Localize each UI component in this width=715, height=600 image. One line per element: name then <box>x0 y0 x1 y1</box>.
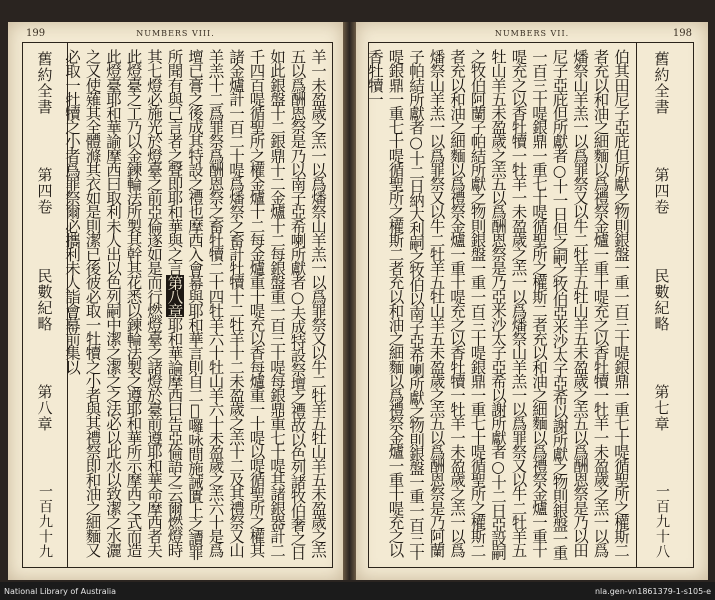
left-text-frame <box>22 42 333 568</box>
right-book-title: 舊約全書 <box>652 51 671 115</box>
left-page-number: 199 <box>26 28 46 39</box>
footer-identifier: nla.gen-vn1861379-1-s105-e <box>594 587 711 596</box>
right-page <box>356 22 708 580</box>
left-body-text <box>63 49 328 561</box>
right-text-block: 伯其田尼子亞庇但所獻之物則銀盤一重一百三十㖷銀鼎一重七十㖷循聖所之權斯二者充以和油之細麵以爲禮祭金爐一重十㖷充之以香牡犢一牡羊一未盈歲之羔一以爲燔祭山羊羔一以爲罪祭又以牛二牡羊五牡山羊五未盈歲之羔五以爲酬恩祭是乃以田尼子亞庇但所獻者○十一日但之嗣之牧伯亞米沙太子亞希以謝所獻之物則銀盤一重一百三十㖷銀鼎一重七十㖷循聖所之權斯二者充以和油之細麵以爲禮祭金爐一重十㖷充之以香牡犢一牡羊一未盈歲之羔一以爲燔祭山羊羔一以爲罪祭又以牛二牡羊五牡山羊五未盈歲之羔五以爲酬恩祭是乃亞米沙太子亞希以謝所獻者○十二日亞設嗣之牧伯阿蘭子帕結所獻之物則銀盤一重一百三十㖷銀鼎一重七十㖷循聖所之權斯二者充以和油之細麵以爲禮祭金爐一重十㖷充之以香牡犢一牡羊一未盈歲之羔一以爲燔祭山羊羔一以爲罪祭又以牛二牡羊五牡山羊五未盈歲之羔五以爲酬恩祭是乃阿蘭子帕結所獻者○十二日納大利嗣之牧伯以南子亞希喇所獻之物則銀盤一重一百三十㖷銀鼎一重七十㖷循聖所之權斯二者充以和油之細麵以爲禮祭金爐一重十㖷充之以香牡犢一 <box>366 49 630 560</box>
right-book-name: 民數紀略 <box>652 267 671 332</box>
right-page-header <box>356 28 708 42</box>
chapter-marker: 第八章 <box>165 274 184 317</box>
left-margin-column <box>23 51 67 559</box>
right-volume: 第四卷 <box>652 167 671 216</box>
left-text-block: 羊一未盈歲之羔一以爲燔祭山羊羔一以爲罪祭又以牛二牡羊五牡山羊五未盈歲之羔五以爲酬恩祭是乃以南子亞希喇所獻者○夫成特設祭壇之禮故以色列諸牧伯奢之日如此銀盤十二銀鼎十二金爐十二每銀盤重一百三十㖷每銀鼎重七十㖷其諸銀器計二千四百㖷循聖所之權金爐十二每金爐重十㖷充以香每爐重一十㖷以㖷循聖所之權其諸金爐計一百二十㖷爲燔祭之畜計牡犢十二牡羊十二未盈歲之羔十二及其禮祭又山羊羔十二爲罪祭爲酬恩祭之畜牡犢二十四牡羊六十牡山羊六十未盈歲之羔六十是爲壇已膏之後成其特設之禮也摩西入會幕與耶和華言則自二𠼪囉咏間施誡匱上之讀罪所聞有與己言者之聲即耶和華與之言 <box>165 49 327 560</box>
left-text-block-cont: 耶和華論摩西曰告亞倫語之云爾燃燈時其七燈必施光於燈臺之前亞倫遂如是而行燃燈臺之諸燈於臺前遵耶和華命摩西者夫此燈臺之工乃以金鍊輪法所製其幹其花悉以鍊輪法製之遵耶和華所示摩西之式而造此燈臺耶和華諭摩西曰取利未人出以色列嗣中潔之潔之之法必以此水以致潔之水灑之又使薙其全體滌其衣如是則潔已後彼必取一牡犢之小者與其禮祭即和油之細麵又必取一牡犢之小者爲罪祭爾必攜利未人詣會幕前集以 <box>63 49 184 557</box>
attribution-footer <box>0 582 715 600</box>
right-body-text <box>366 49 631 561</box>
right-text-frame <box>368 42 694 568</box>
left-page-header <box>8 28 343 42</box>
left-page <box>8 22 343 580</box>
left-margin-divider <box>67 43 68 567</box>
right-chapter: 第七章 <box>652 383 671 432</box>
right-running-title: NUMBERS VII. <box>494 29 570 38</box>
left-folio: 一百九十九 <box>37 484 53 559</box>
right-page-number: 198 <box>672 28 692 39</box>
book-gutter <box>343 22 356 580</box>
left-volume: 第四卷 <box>35 167 54 216</box>
left-book-title: 舊約全書 <box>35 51 54 115</box>
left-running-title: NUMBERS VIII. <box>136 29 215 38</box>
footer-library-name: National Library of Australia <box>4 587 117 596</box>
left-chapter: 第八章 <box>35 383 54 432</box>
right-folio: 一百九十八 <box>654 484 670 559</box>
left-book-name: 民數紀略 <box>35 267 54 332</box>
right-margin-column <box>637 51 687 559</box>
